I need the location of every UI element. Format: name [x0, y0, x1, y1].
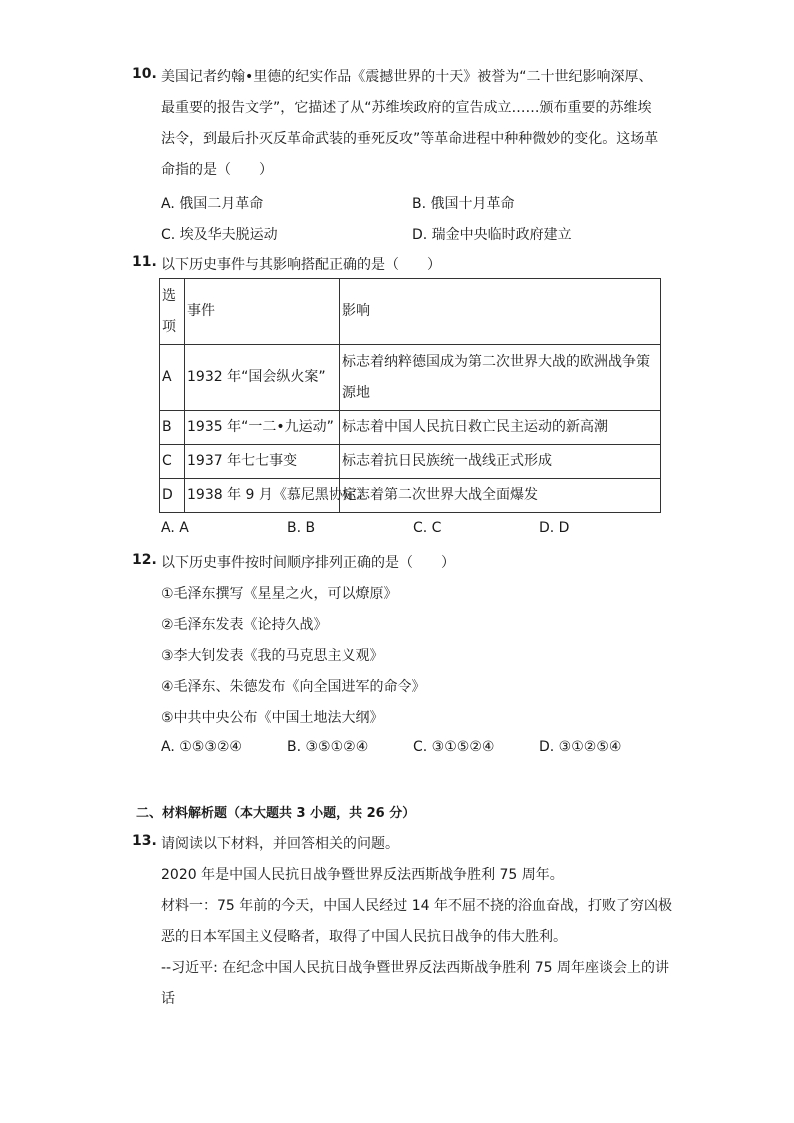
- list-item: ②毛泽东发表《论持久战》: [161, 617, 328, 633]
- option-d[interactable]: D. D: [539, 520, 570, 536]
- row-event: 1937 年七七事变: [185, 445, 340, 479]
- question-text-line: 美国记者约翰•里德的纪实作品《震撼世界的十天》被誉为“二十世纪影响深厚、: [161, 69, 653, 85]
- option-c[interactable]: C. 埃及华夫脱运动: [161, 227, 278, 243]
- question-stem: 以下历史事件按时间顺序排列正确的是（ ）: [161, 555, 455, 571]
- table-row: [160, 479, 661, 513]
- question-text-line: 话: [161, 991, 175, 1007]
- option-d[interactable]: D. 瑞金中央临时政府建立: [412, 227, 572, 243]
- option-c[interactable]: C. ③①⑤②④: [413, 739, 495, 755]
- row-option: D: [160, 479, 185, 513]
- question-number: 12.: [132, 552, 157, 568]
- question-text-line: 法令，到最后扑灭反革命武装的垂死反攻”等革命进程中种种微妙的变化。这场革: [161, 131, 659, 147]
- option-b[interactable]: B. ③⑤①②④: [287, 739, 369, 755]
- row-option: B: [160, 411, 185, 445]
- question-text-line: 命指的是（ ）: [161, 162, 273, 178]
- question-text-line: --习近平: 在纪念中国人民抗日战争暨世界反法西斯战争胜利 75 周年座谈会上的讲: [161, 960, 669, 976]
- list-item: ①毛泽东撰写《星星之火，可以燎原》: [161, 586, 398, 602]
- question-stem: 以下历史事件与其影响搭配正确的是（ ）: [161, 257, 441, 273]
- header-event: 事件: [185, 279, 340, 345]
- option-d[interactable]: D. ③①②⑤④: [539, 739, 622, 755]
- question-text-line: 最重要的报告文学”，它描述了从“苏维埃政府的宣告成立……颁布重要的苏维埃: [161, 100, 652, 116]
- option-a[interactable]: A. ①⑤③②④: [161, 739, 242, 755]
- table-row: [160, 345, 661, 411]
- table-row: [160, 411, 661, 445]
- option-a[interactable]: A. A: [161, 520, 189, 536]
- row-effect: 标志着抗日民族统一战线正式形成: [340, 445, 661, 479]
- list-item: ⑤中共中央公布《中国土地法大纲》: [161, 710, 384, 726]
- question-text-line: 2020 年是中国人民抗日战争暨世界反法西斯战争胜利 75 周年。: [161, 867, 564, 883]
- event-effect-table: [159, 278, 661, 513]
- question-number: 11.: [132, 254, 157, 270]
- option-b[interactable]: B. 俄国十月革命: [412, 196, 515, 212]
- header-effect: 影响: [340, 279, 661, 345]
- row-option: C: [160, 445, 185, 479]
- list-item: ④毛泽东、朱德发布《向全国进军的命令》: [161, 679, 426, 695]
- question-text-line: 恶的日本军国主义侵略者，取得了中国人民抗日战争的伟大胜利。: [161, 929, 567, 945]
- option-c[interactable]: C. C: [413, 520, 442, 536]
- question-number: 10.: [132, 66, 157, 82]
- question-number: 13.: [132, 833, 157, 849]
- option-a[interactable]: A. 俄国二月革命: [161, 196, 264, 212]
- option-b[interactable]: B. B: [287, 520, 316, 536]
- row-event: 1938 年 9 月《慕尼黑协定》: [185, 479, 340, 513]
- table-row: [160, 445, 661, 479]
- row-effect: 标志着第二次世界大战全面爆发: [340, 479, 661, 513]
- table-header-row: [160, 279, 661, 345]
- row-event: 1935 年“一二•九运动”: [185, 411, 340, 445]
- section-heading: [136, 802, 415, 821]
- question-text-line: 材料一：75 年前的今天，中国人民经过 14 年不屈不挠的浴血奋战，打败了穷凶极: [161, 898, 672, 914]
- section-label: 二、材料解析题（本大题共 3 小题，共 26 分）: [136, 806, 416, 821]
- row-effect: 标志着纳粹德国成为第二次世界大战的欧洲战争策源地: [340, 345, 661, 411]
- header-option: 选项: [160, 279, 185, 345]
- row-event: 1932 年“国会纵火案”: [185, 345, 340, 411]
- row-option: A: [160, 345, 185, 411]
- list-item: ③李大钊发表《我的马克思主义观》: [161, 648, 384, 664]
- row-effect: 标志着中国人民抗日救亡民主运动的新高潮: [340, 411, 661, 445]
- question-text-line: 请阅读以下材料，并回答相关的问题。: [161, 836, 399, 852]
